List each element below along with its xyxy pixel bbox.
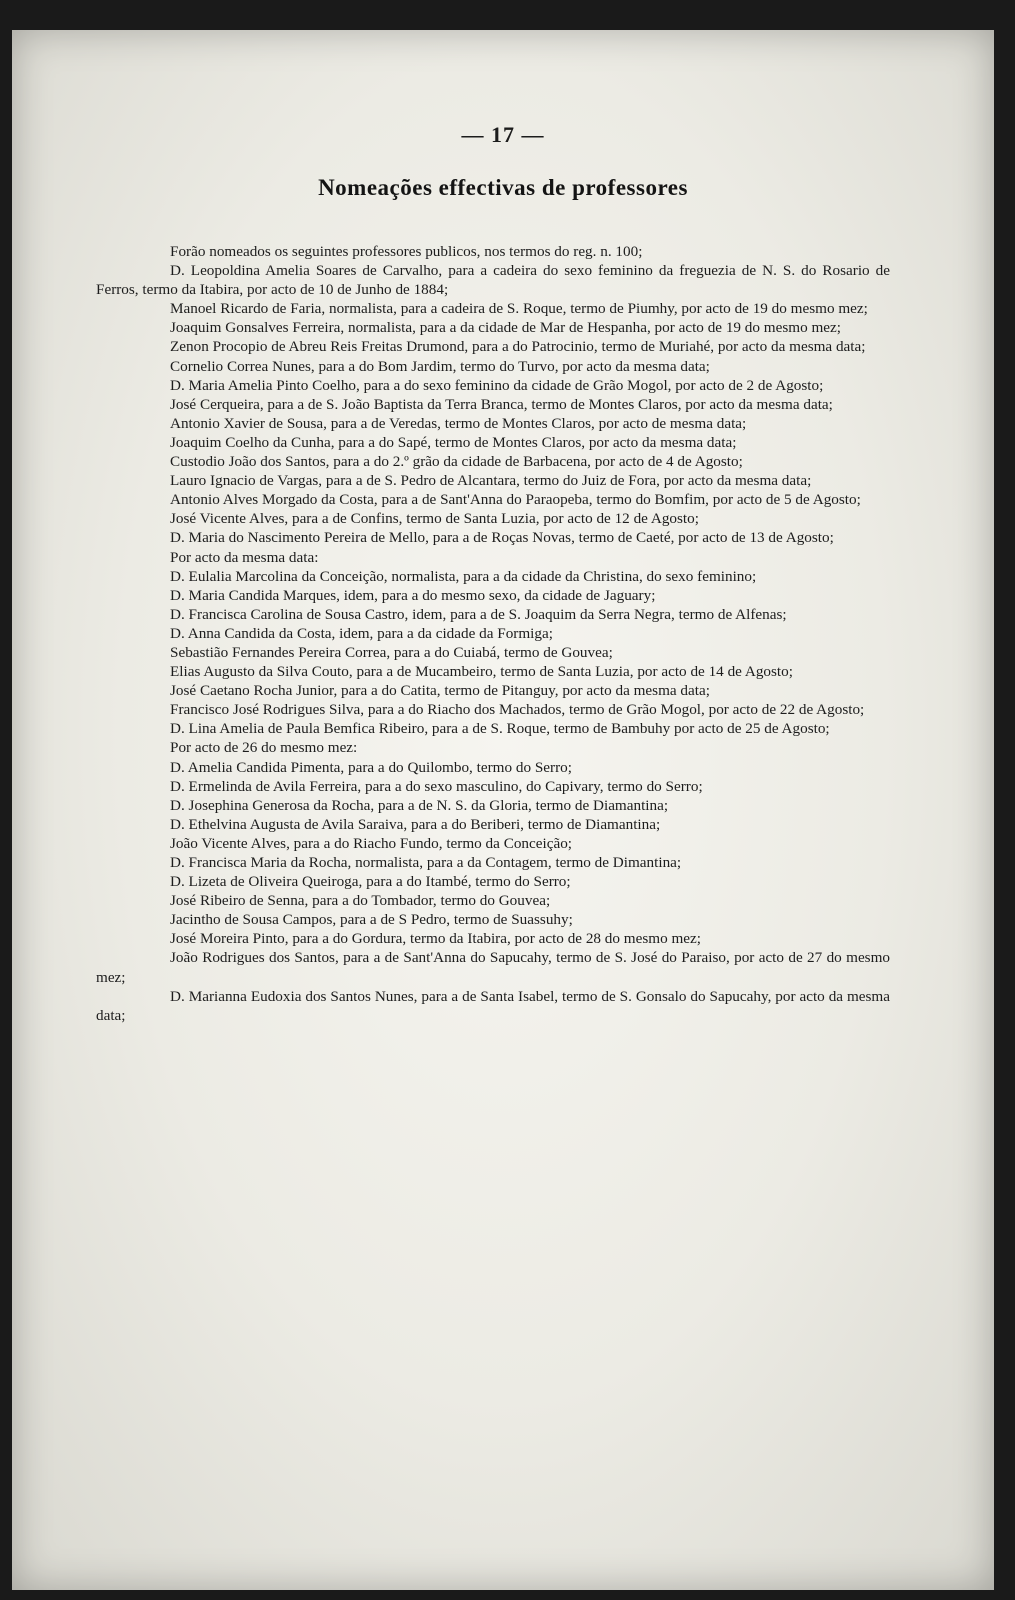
page-title: Nomeações effectivas de professores — [318, 175, 688, 200]
paragraph: D. Ermelinda de Avila Ferreira, para a do sexo masculino, do Capivary, termo do Serro; — [170, 777, 703, 795]
paragraph: Cornelio Correa Nunes, para a do Bom Jardim, termo do Turvo, por acto da mesma data; — [170, 357, 710, 375]
paragraph: Joaquim Gonsalves Ferreira, normalista, para a da cidade de Mar de Hespanha, por acto de 19 do mesmo mez; — [170, 319, 841, 337]
paragraph: Por acto de 26 do mesmo mez: — [170, 739, 358, 757]
paragraph: D. Eulalia Marcolina da Conceição, normalista, para a da cidade da Christina, do sexo feminino; — [170, 567, 757, 585]
paragraph: D. Leopoldina Amelia Soares de Carvalho, para a cadeira do sexo feminino da freguezia de N. S. do Rosario de Ferros, termo da Itabira, por acto de 10 de Junho de 1884; — [96, 262, 890, 299]
paragraph: Joaquim Coelho da Cunha, para a do Sapé, termo de Montes Claros, por acto da mesma data; — [170, 433, 737, 451]
paragraph: D. Josephina Generosa da Rocha, para a de N. S. da Gloria, termo de Diamantina; — [170, 796, 669, 814]
paragraph: Lauro Ignacio de Vargas, para a de S. Pedro de Alcantara, termo do Juiz de Fora, por acto da mesma data; — [170, 472, 812, 490]
paragraph: D. Ethelvina Augusta de Avila Saraiva, para a do Beriberi, termo de Diamantina; — [170, 815, 661, 833]
document-body — [96, 242, 890, 1025]
paragraph: D. Maria Candida Marques, idem, para a do mesmo sexo, da cidade de Jaguary; — [170, 586, 656, 604]
paragraph: Antonio Alves Morgado da Costa, para a de Sant'Anna do Paraopeba, termo do Bomfim, por acto de 5 de Agosto; — [170, 491, 861, 509]
paragraph: Manoel Ricardo de Faria, normalista, para a cadeira de S. Roque, termo de Piumhy, por acto de 19 do mesmo mez; — [170, 300, 868, 318]
paragraph: José Ribeiro de Senna, para a do Tombador, termo do Gouvea; — [170, 892, 551, 910]
paragraph: D. Francisca Carolina de Sousa Castro, idem, para a de S. Joaquim da Serra Negra, termo de Alfenas; — [170, 605, 787, 623]
paragraph: D. Maria do Nascimento Pereira de Mello, para a de Roças Novas, termo de Caeté, por acto de 13 de Agosto; — [170, 529, 834, 547]
paragraph: Por acto da mesma data: — [170, 548, 319, 566]
paragraph: José Caetano Rocha Junior, para a do Catita, termo de Pitanguy, por acto da mesma data; — [170, 682, 710, 700]
paragraph: Sebastião Fernandes Pereira Correa, para a do Cuiabá, termo de Gouvea; — [170, 643, 613, 661]
paragraph: D. Marianna Eudoxia dos Santos Nunes, para a de Santa Isabel, termo de S. Gonsalo do Sapucahy, por acto da mesma data; — [96, 987, 890, 1024]
paragraph: Forão nomeados os seguintes professores publicos, nos termos do reg. n. 100; — [170, 243, 643, 260]
paragraph: Zenon Procopio de Abreu Reis Freitas Drumond, para a do Patrocinio, termo de Muriahé, por acto da mesma data; — [170, 338, 866, 356]
paragraph: D. Lizeta de Oliveira Queiroga, para a do Itambé, termo do Serro; — [170, 873, 571, 891]
paragraph: João Vicente Alves, para a do Riacho Fundo, termo da Conceição; — [170, 834, 573, 852]
paragraph: Francisco José Rodrigues Silva, para a do Riacho dos Machados, termo de Grão Mogol, por acto de 22 de Agosto; — [170, 701, 865, 719]
paragraph: D. Maria Amelia Pinto Coelho, para a do sexo feminino da cidade de Grão Mogol, por acto de 2 de Agosto; — [170, 376, 824, 394]
paragraph: D. Anna Candida da Costa, idem, para a da cidade da Formiga; — [170, 624, 553, 642]
paragraph: José Vicente Alves, para a de Confins, termo de Santa Luzia, por acto de 12 de Agosto; — [170, 510, 699, 528]
document-page — [12, 30, 994, 1590]
paragraph: José Cerqueira, para a de S. João Baptista da Terra Branca, termo de Montes Claros, por acto da mesma data; — [170, 395, 833, 413]
paragraph: Antonio Xavier de Sousa, para a de Veredas, termo de Montes Claros, por acto de mesma data; — [170, 414, 747, 432]
paragraph: Elias Augusto da Silva Couto, para a de Mucambeiro, termo de Santa Luzia, por acto de 14 de Agosto; — [170, 663, 793, 681]
paragraph: Custodio João dos Santos, para a do 2.º grão da cidade de Barbacena, por acto de 4 de Agosto; — [170, 453, 743, 471]
paragraph: Jacintho de Sousa Campos, para a de S Pedro, termo de Suassuhy; — [170, 911, 573, 929]
paragraph: D. Lina Amelia de Paula Bemfica Ribeiro, para a de S. Roque, termo de Bambuhy por acto de 25 de Agosto; — [170, 720, 830, 738]
paragraph: José Moreira Pinto, para a do Gordura, termo da Itabira, por acto de 28 do mesmo mez; — [170, 930, 701, 948]
paragraph: D. Francisca Maria da Rocha, normalista, para a da Contagem, termo de Dimantina; — [170, 854, 682, 871]
paragraph: D. Amelia Candida Pimenta, para a do Quilombo, termo do Serro; — [170, 758, 572, 776]
page-number: — 17 — — [461, 122, 545, 147]
paragraph: João Rodrigues dos Santos, para a de Sant'Anna do Sapucahy, termo de S. José do Paraiso, por acto de 27 do mesmo mez; — [96, 949, 890, 986]
